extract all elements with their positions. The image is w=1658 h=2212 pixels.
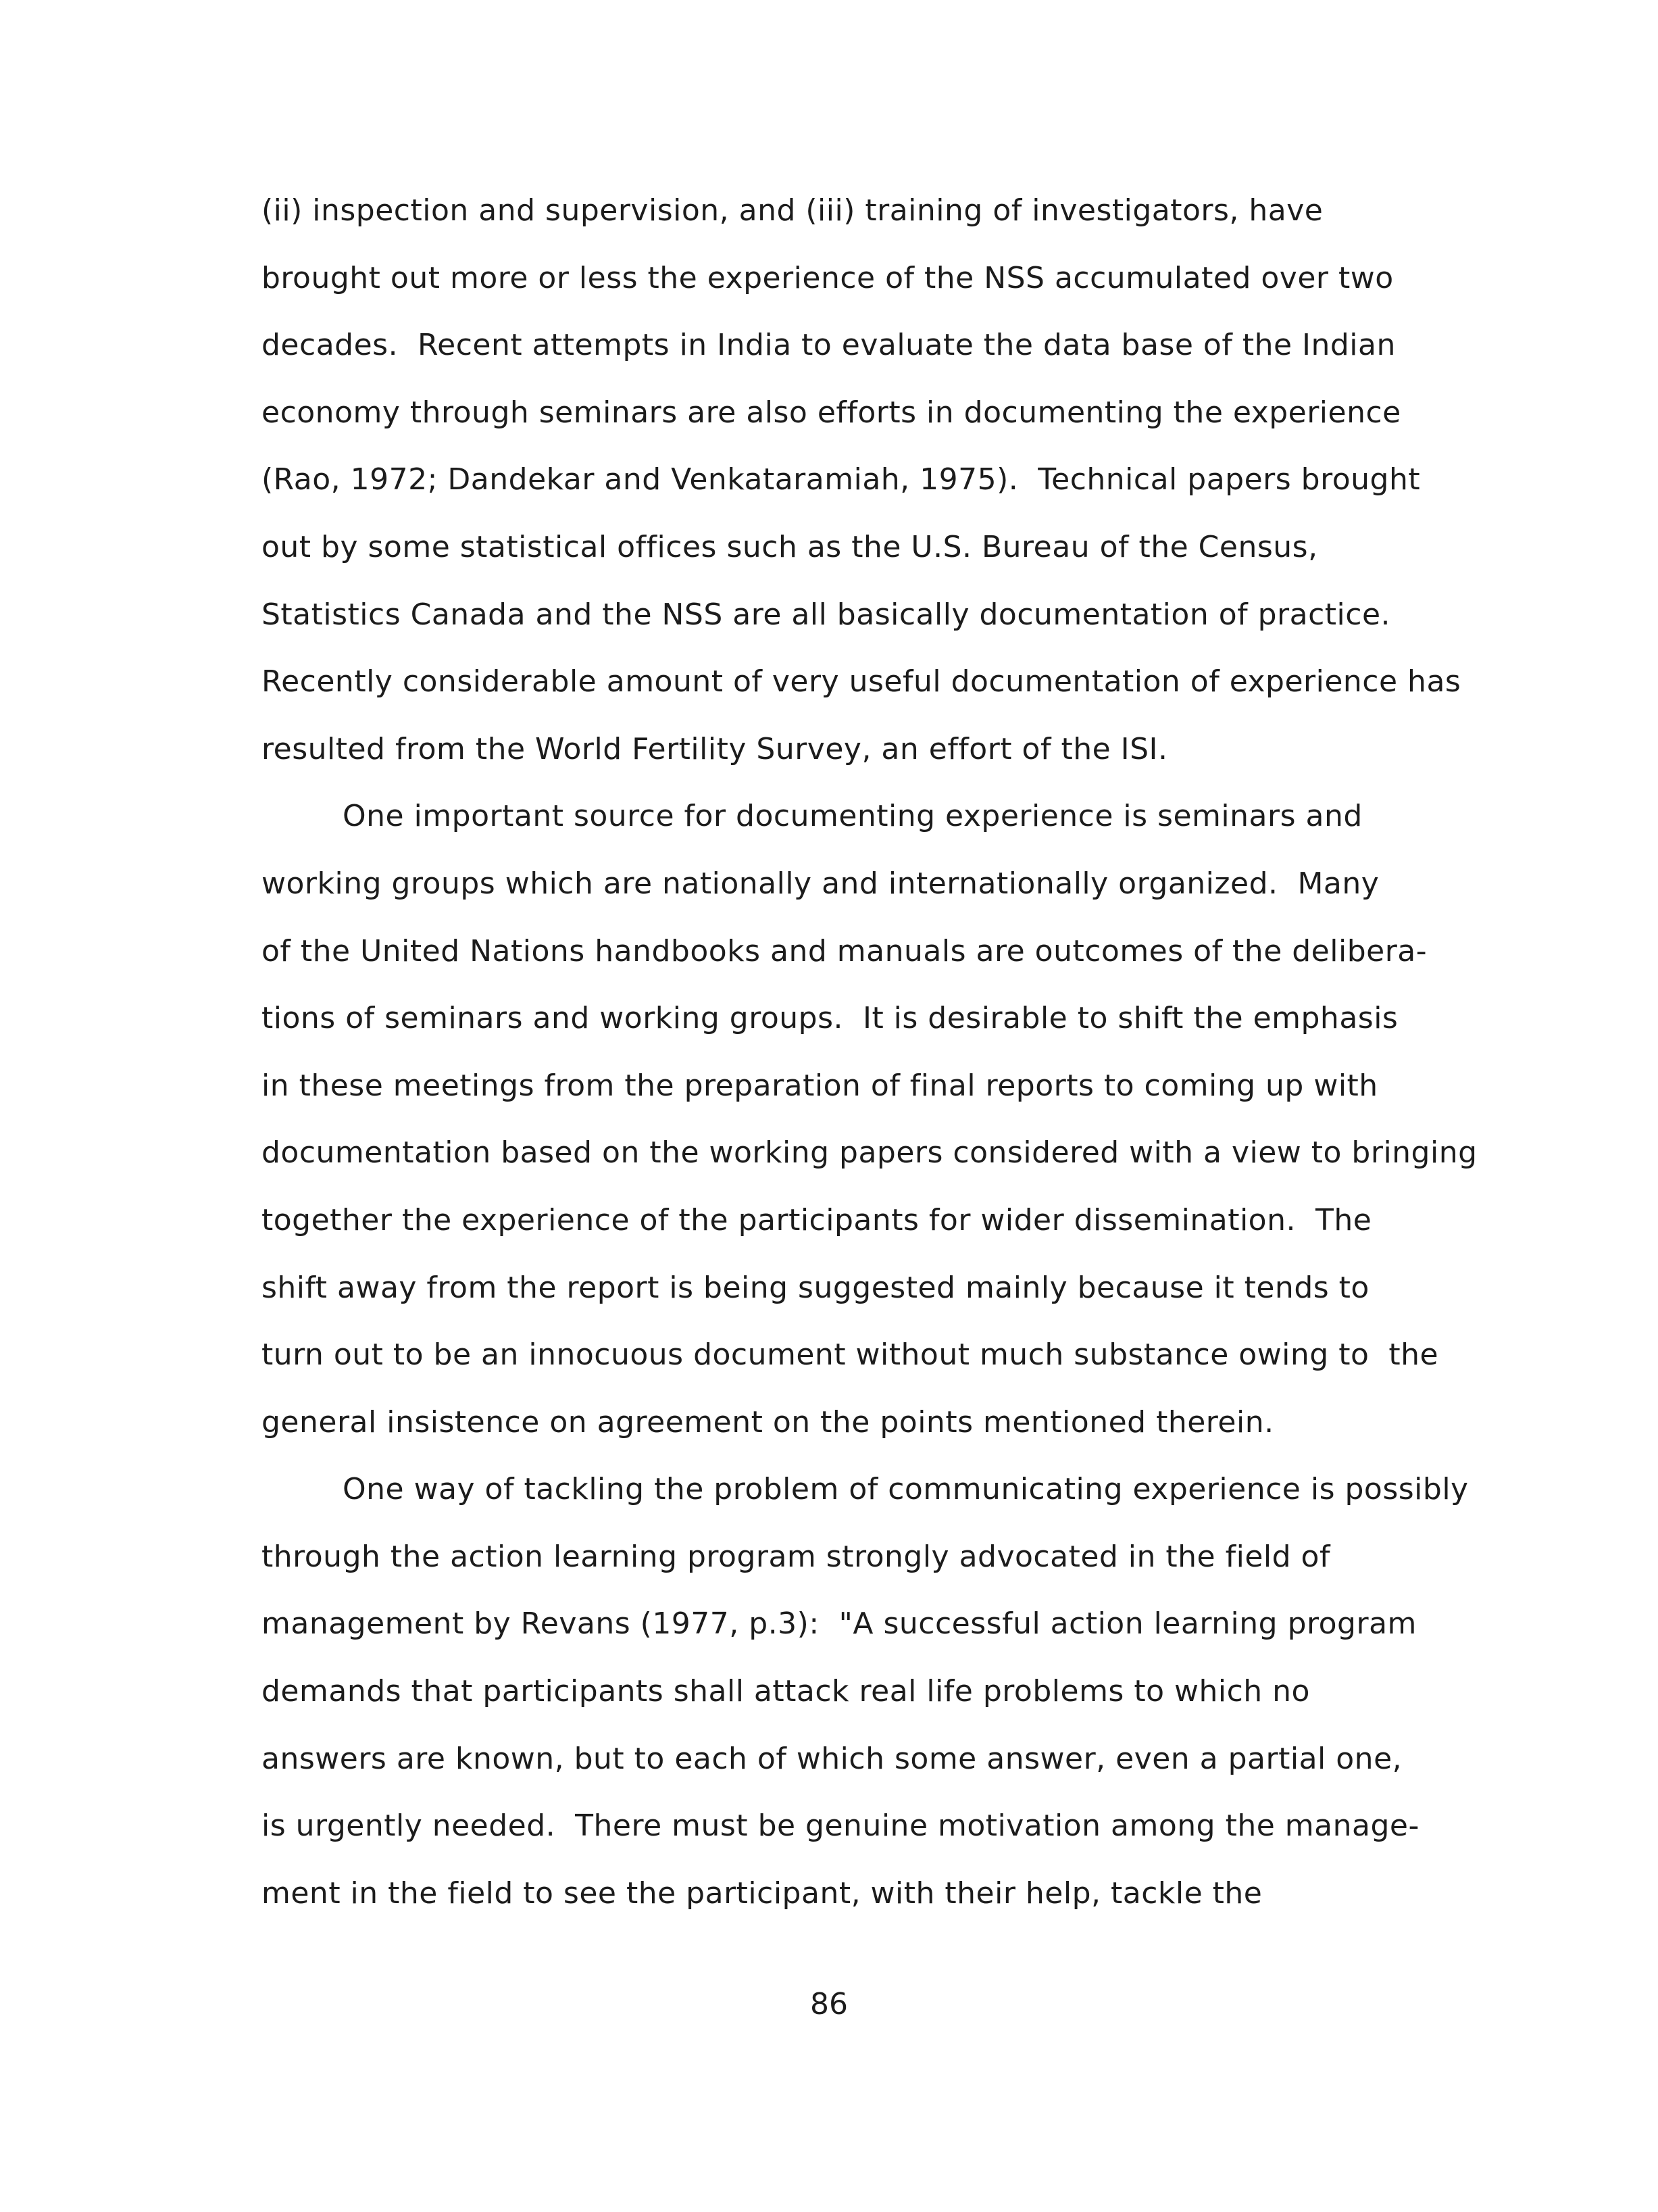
text-line: management by Revans (1977, p.3): "A successful action learning program <box>261 1606 1417 1642</box>
text-line: through the action learning program strongly advocated in the field of <box>261 1539 1330 1574</box>
paragraph <box>261 1456 1545 1927</box>
text-line: documentation based on the working papers considered with a view to bringing <box>261 1135 1478 1171</box>
text-line: brought out more or less the experience of the NSS accumulated over two <box>261 260 1394 295</box>
paragraph <box>261 783 1545 1456</box>
text-line: demands that participants shall attack real life problems to which no <box>261 1674 1310 1709</box>
text-line: answers are known, but to each of which some answer, even a partial one, <box>261 1741 1403 1776</box>
text-line: is urgently needed. There must be genuine motivation among the manage- <box>261 1809 1420 1844</box>
text-line: in these meetings from the preparation of final reports to coming up with <box>261 1068 1378 1103</box>
text-line: resulted from the World Fertility Survey, an effort of the ISI. <box>261 731 1168 766</box>
body-text <box>261 177 1545 1927</box>
text-line: out by some statistical offices such as the U.S. Bureau of the Census, <box>261 529 1318 564</box>
text-line: economy through seminars are also efforts in documenting the experience <box>261 395 1401 430</box>
text-line: together the experience of the participants for wider dissemination. The <box>261 1202 1372 1237</box>
page-number: 86 <box>810 1987 848 2021</box>
paragraph <box>261 177 1545 783</box>
text-line: decades. Recent attempts in India to evaluate the data base of the Indian <box>261 328 1396 363</box>
text-line: (ii) inspection and supervision, and (iii) training of investigators, have <box>261 193 1324 228</box>
text-line: Statistics Canada and the NSS are all basically documentation of practice. <box>261 597 1390 632</box>
text-line: working groups which are nationally and internationally organized. Many <box>261 866 1380 901</box>
text-line: Recently considerable amount of very useful documentation of experience has <box>261 664 1461 699</box>
text-line: One important source for documenting experience is seminars and <box>343 799 1363 834</box>
text-line: ment in the field to see the participant, with their help, tackle the <box>261 1875 1263 1911</box>
text-line: general insistence on agreement on the points mentioned therein. <box>261 1404 1274 1440</box>
text-line: of the United Nations handbooks and manuals are outcomes of the delibera- <box>261 933 1428 968</box>
text-line: (Rao, 1972; Dandekar and Venkataramiah, 1975). Technical papers brought <box>261 462 1421 497</box>
text-line: tions of seminars and working groups. It is desirable to shift the emphasis <box>261 1001 1399 1036</box>
text-line: shift away from the report is being suggested mainly because it tends to <box>261 1270 1370 1305</box>
text-line: turn out to be an innocuous document without much substance owing to the <box>261 1337 1439 1373</box>
text-line: One way of tackling the problem of communicating experience is possibly <box>343 1472 1469 1507</box>
